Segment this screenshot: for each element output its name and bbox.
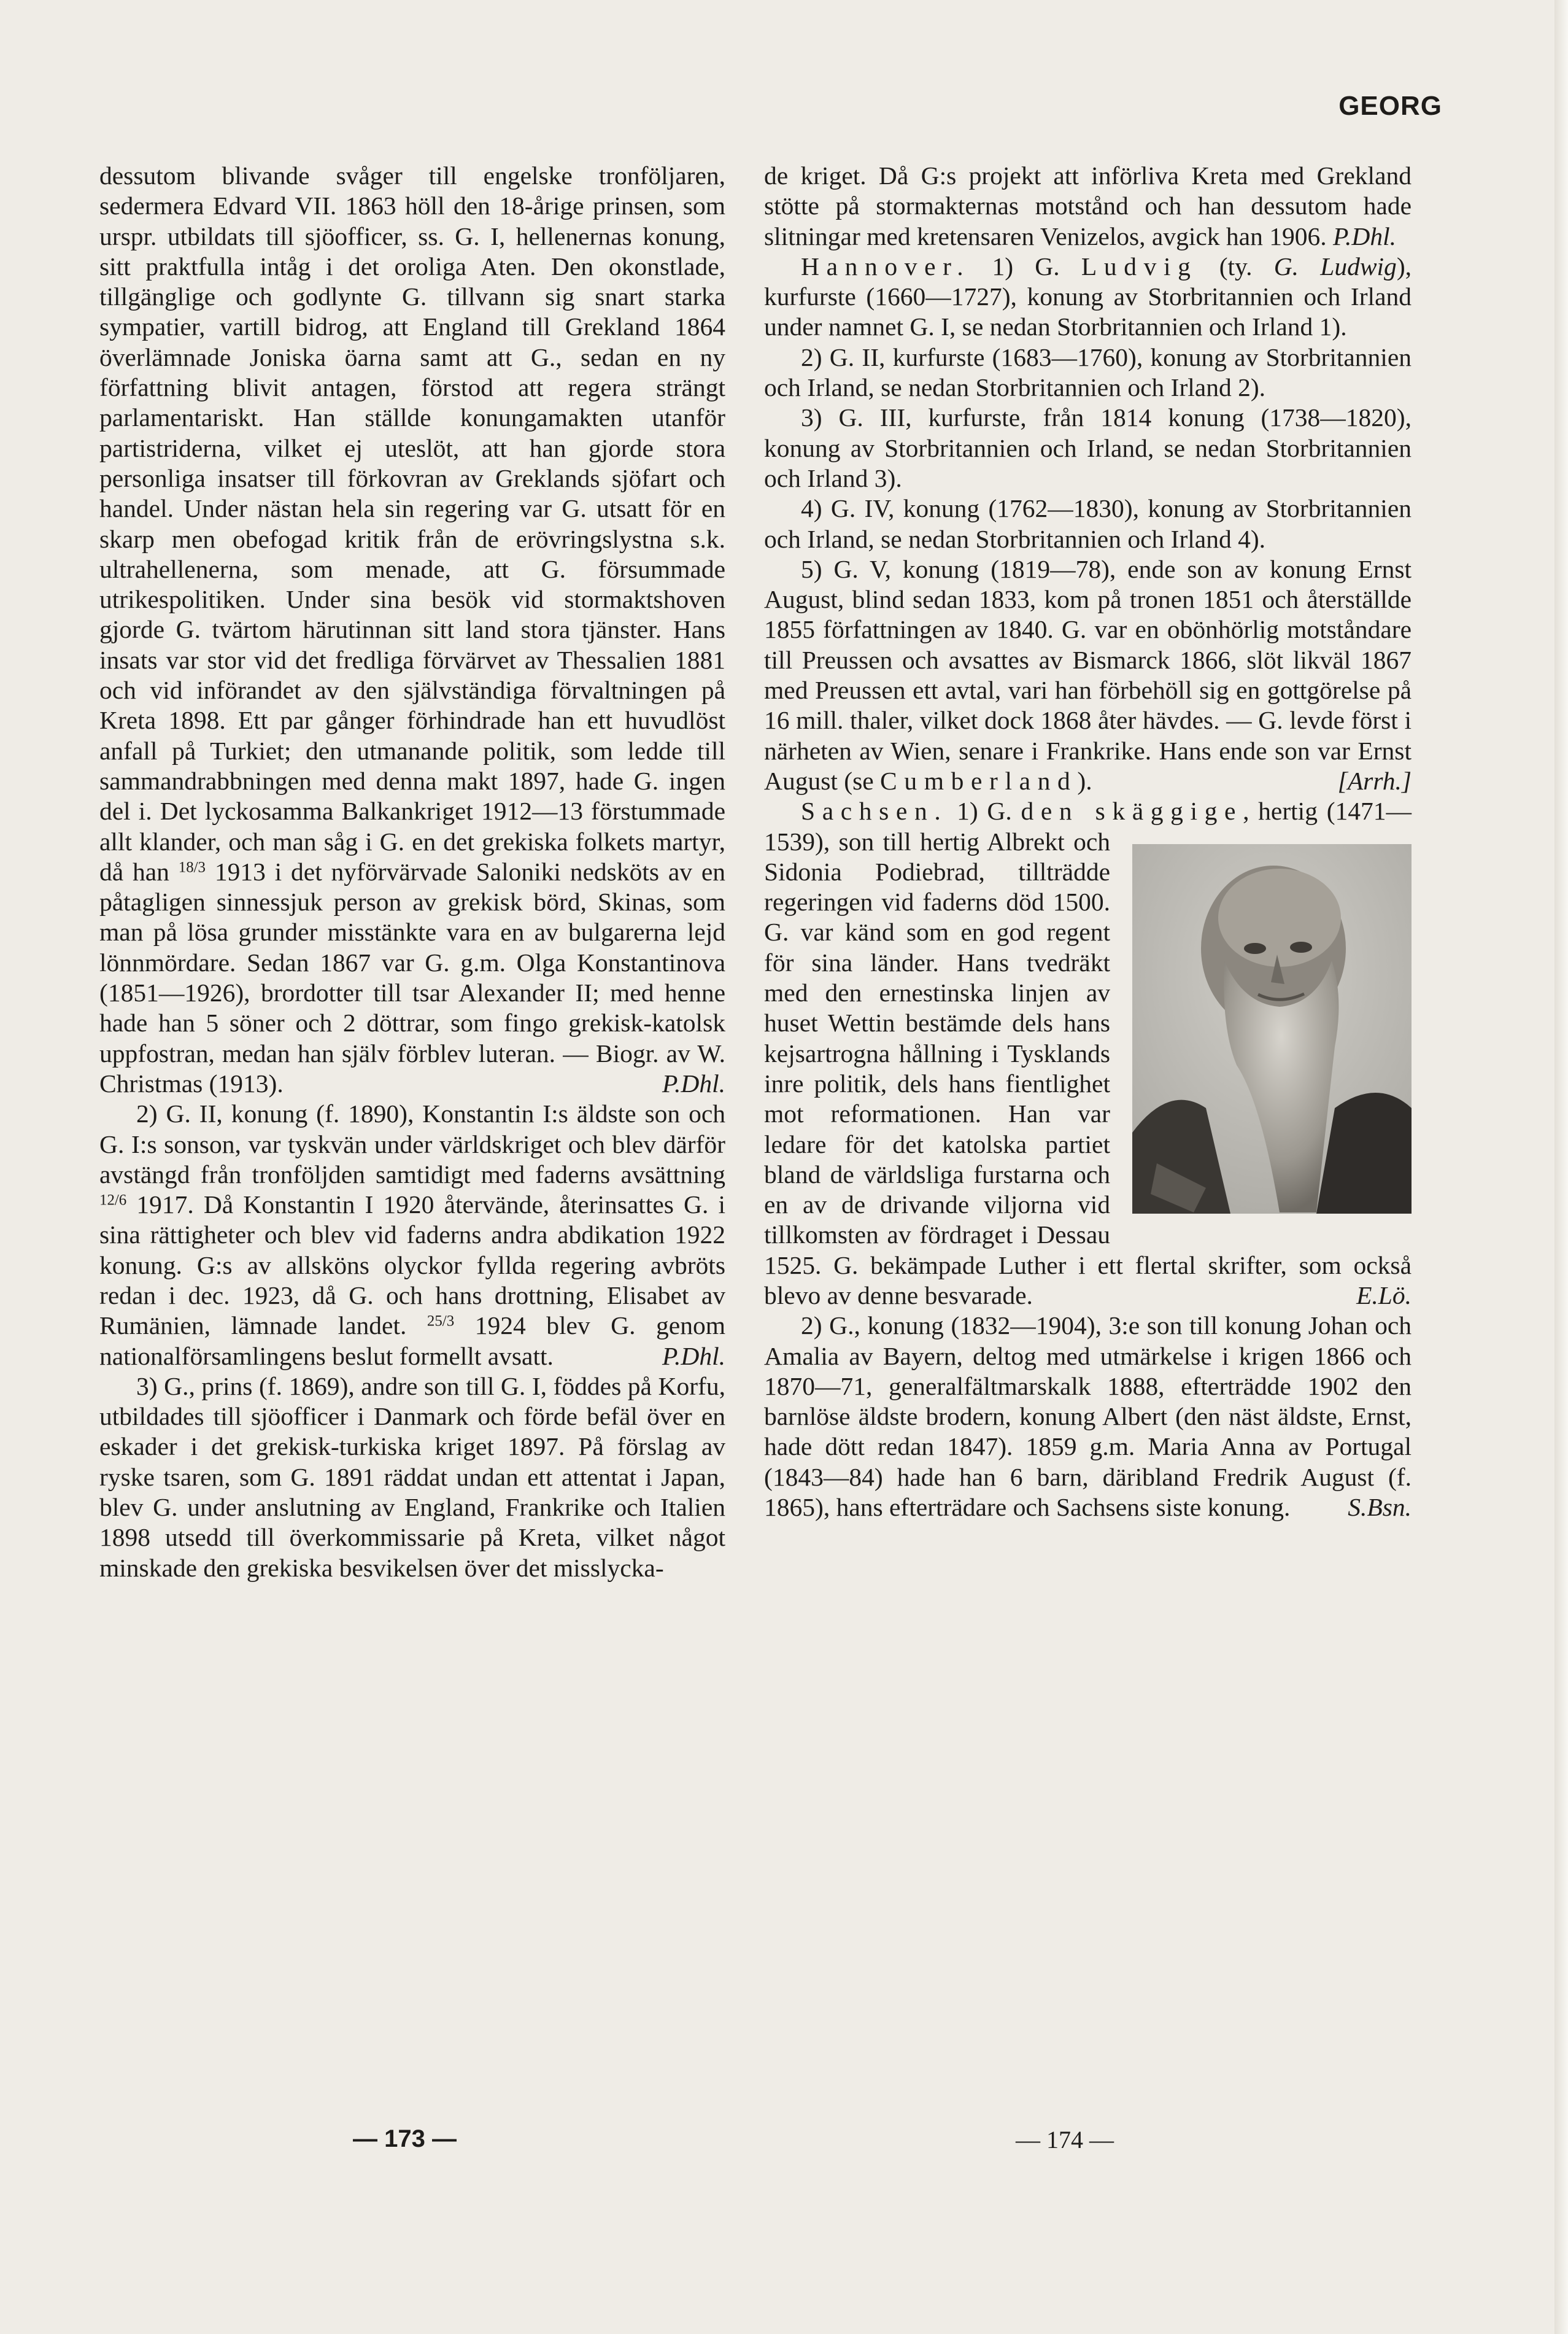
paragraph-hannover-4: 4) G. IV, konung (1762—1830), konung av Storbritannien och Irland, se nedan Storbritannien och Irland 4).: [764, 494, 1412, 553]
section-heading-sachsen: Sachsen.: [801, 797, 948, 826]
paragraph-georg-3-continued: de kriget. Då G:s projekt att införliva Kreta med Grekland stötte på stormakternas motstånd och han dessutom hade slitningar med kretensaren Venizelos, avgick han 1906. P.Dhl.: [764, 161, 1412, 250]
german-name: G. Ludwig: [1273, 252, 1397, 281]
cross-reference: Cumberland: [880, 766, 1078, 795]
page-number-left: — 173 —: [353, 2125, 457, 2152]
paragraph-sachsen-1: Sachsen. 1) G. den skäggige , hertig (1471—1539), son till hertig Albrekt och Sidonia Podiebrad, tillträdde regeringen vid faderns död 1500. G. var känd som en god regent för sina länder. Hans tvedräkt med den ernestinska linjen av huset Wettin bestämde dels hans kejsartrogna hållning i Tysklands inre politik, dels hans fientlighet mot reformationen. Han var ledare för det katolska partiet bland de världsliga furstarna och en av de drivande viljorna vid tillkomsten av fördraget i Dessau 1525. G. bekämpade Luther i ett flertal skrifter, som också blevo av denne besvarade. E.Lö.: [764, 796, 1412, 1311]
left-column: [99, 161, 725, 1583]
paragraph-hannover-3: 3) G. III, kurfurste, från 1814 konung (1738—1820), konung av Storbritannien och Irland, se nedan Storbritannien och Irland 3).: [764, 403, 1412, 492]
page-edge: [1554, 0, 1568, 2334]
author-signature: S.Bsn.: [1348, 1493, 1412, 1522]
paragraph-hannover-5: 5) G. V, konung (1819—78), ende son av konung Ernst August, blind sedan 1833, kom på tronen 1851 och återställde 1855 författningen av 1840. G. var en obönhörlig motståndare till Preussen och avsattes av Bismarck 1866, slöt likväl 1867 med Preussen ett avtal, vari han förbehöll sig en gottgörelse på 16 mill. thaler, vilket dock 1868 åter hävdes. — G. levde först i närheten av Wien, senare i Frankrike. Hans ende son var Ernst August (se Cumberland). [Arrh.]: [764, 554, 1412, 796]
section-heading-hannover: Hannover.: [801, 252, 971, 281]
author-signature: [Arrh.]: [1337, 766, 1412, 795]
author-signature: P.Dhl.: [662, 1069, 725, 1098]
date-fraction: 18/3: [178, 859, 206, 876]
bearded-man-portrait-icon: [1132, 844, 1412, 1214]
portrait-image: [1132, 844, 1412, 1214]
author-signature: E.Lö.: [1356, 1281, 1412, 1309]
paragraph-georg-1-continued: dessutom blivande svåger till engelske tronföljaren, sedermera Edvard VII. 1863 höll den 18-årige prinsen, som urspr. utbildats till sjöofficer, ss. G. I, hellenernas konung, sitt praktfulla intåg i det oroliga Aten. Den okonstlade, tillgänglige och godlynte G. tillvann sig snart starka sympatier, vartill bidrog, att England till Grekland 1864 överlämnade Joniska öarna samt att G., sedan en ny författning blivit antagen, förstod att regera strängt parlamentariskt. Han ställde konungamakten utanför partistriderna, vilket ej uteslöt, att han gjorde stora personliga insatser till förkovran av Greklands sjöfart och handel. Under nästan hela sin regering var G. utsatt för en skarp men obefogad kritik från de erövringslystna s.k. ultrahellenerna, som menade, att G. försummade utrikespolitiken. Under sina besök vid stormaktshoven gjorde G. tvärtom härutinnan sitt land stora tjänster. Hans insats var stor vid det fredliga förvärvet av Thessalien 1881 och vid införandet av den självständiga förvaltningen på Kreta 1898. Ett par gånger förhindrade han ett huvudlöst anfall på Turkiet; den utmanande politik, som ledde till sammandrabbningen med denna makt 1897, hade G. ingen del i. Det lyckosamma Balkankriget 1912—13 förstummade allt klander, och man såg i G. en det grekiska folkets martyr, då han $^{18/3}$ 1913 i det nyförvärvade Saloniki nedsköts av en påtagligen sinnessjuk person av grekisk börd, Skinas, som man på lösa grunder misstänkte vara en av bulgarerna lejd lönnmördare. Sedan 1867 var G. g.m. Olga Konstantinova (1851—1926), brordotter till tsar Alexander II; med henne hade han 5 söner och 2 döttrar, som fingo grekisk-katolsk uppfostran, medan han själv förblev luteran. — Biogr. av W. Christmas (1913). P.Dhl.: [99, 161, 725, 1099]
page-number-right: — 174 —: [1016, 2126, 1114, 2154]
paragraph-georg-2: 2) G. II, konung (f. 1890), Konstantin I:s äldste son och G. I:s sonson, var tyskvän under världskriget och blev därför avstängd från tronföljden samtidigt med faderns avsättning $^{12/6}$ 1917. Då Konstantin I 1920 återvände, återinsattes G. i sina rättigheter och blev vid faderns andra abdikation 1922 konung. G:s av allsköns olyckor fyllda regering avbröts redan i dec. 1923, då G. och hans drottning, Elisabet av Rumänien, lämnade landet. $^{25/3}$ 1924 blev G. genom nationalförsamlingens beslut formellt avsatt. P.Dhl.: [99, 1099, 725, 1371]
author-signature: P.Dhl.: [1332, 222, 1396, 250]
right-column: [764, 161, 1412, 1522]
date-fraction: 25/3: [427, 1312, 455, 1330]
paragraph-hannover-2: 2) G. II, kurfurste (1683—1760), konung av Storbritannien och Irland, se nedan Storbritannien och Irland 2).: [764, 343, 1412, 402]
name-ludvig: Ludvig: [1081, 252, 1198, 281]
date-fraction: 12/6: [99, 1192, 127, 1209]
author-signature: P.Dhl.: [662, 1341, 725, 1370]
name-den-skaggige: den skäggige: [1021, 797, 1243, 826]
paragraph-georg-3: 3) G., prins (f. 1869), andre son till G. I, föddes på Korfu, utbildades till sjöofficer i Danmark och förde befäl över en eskader i det grekisk-turkiska kriget 1897. På förslag av ryske tsaren, som G. 1891 räddat undan ett attentat i Japan, blev G. under anslutning av England, Frankrike och Italien 1898 utsedd till överkommissarie på Kreta, vilket något minskade den grekiska besvikelsen över det misslycka-: [99, 1371, 725, 1582]
paragraph-sachsen-2: 2) G., konung (1832—1904), 3:e son till konung Johan och Amalia av Bayern, deltog med utmärkelse i krigen 1866 och 1870—71, generalfältmarskalk 1888, efterträdde 1902 den barnlöse äldste brodern, konung Albert (den näst äldste, Ernst, hade dött redan 1847). 1859 g.m. Maria Anna av Portugal (1843—84) hade han 6 barn, däribland Fredrik August (f. 1865), hans efterträdare och Sachsens siste konung. S.Bsn.: [764, 1311, 1412, 1522]
running-head: GEORG: [1338, 91, 1442, 121]
paragraph-hannover-1: Hannover. 1) G. Ludvig (ty. G. Ludwig), kurfurste (1660—1727), konung av Storbritannien och Irland under namnet G. I, se nedan Storbritannien och Irland 1).: [764, 252, 1412, 341]
